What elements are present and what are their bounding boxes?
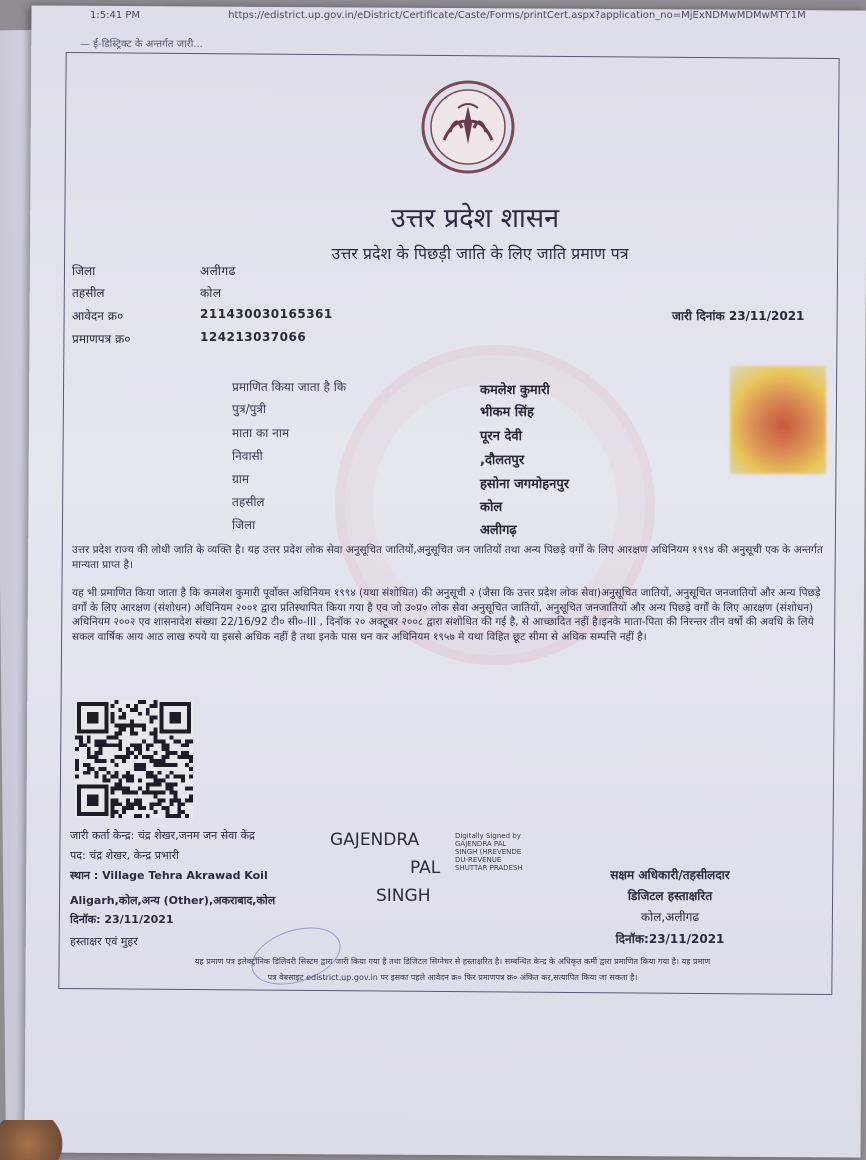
print-header [90, 10, 866, 21]
government-title: उत्तर प्रदेश शासन [390, 203, 560, 234]
field-label: ग्राम [232, 472, 250, 486]
certificate-no-row [0, 330, 400, 346]
certificate-no-value: 124213037066 [200, 330, 307, 344]
issuer-place: स्थान : Village Tehra Akrawad Koil [70, 869, 268, 882]
field-value: भीकम सिंह [480, 405, 534, 420]
tehsil-label: तहसील [72, 286, 105, 300]
field-label: पुत्र/पुत्री [232, 402, 267, 416]
print-subtext: — ई-डिस्ट्रिक्ट के अन्तर्गत जारी... [80, 39, 203, 50]
digital-signature-details [455, 832, 523, 872]
officer-location: कोल,अलीगढ [640, 910, 700, 924]
certification-paragraph: यह भी प्रमाणित किया जाता है कि कमलेश कुमारी पूर्वोक्त अधिनियम १९९४ (यथा संशोधित) की अनुसूची २ (जैसा कि उत्तर प्रदेश लोक सेवा)अनुसूचित जातियों, अनुसूचित जनजातियों और अन्य पिछड़े वर्गों के लिए आरक्षण (संशोधन) अधिनियम २००१ द्वारा प्रतिस्थापित किया गया है एव जो उ०प्र० लोक सेवा अनुसूचित जातियों, अनुसूचित जनजातियों और अन्य पिछड़े वर्गों के लिए आरक्षण (संशोधन) अधिनियम २००२ एव शासनादेश संख्या 22/16/92 टी० सी०-III , दिनॉक २० अक्टूबर २००८ द्वारा संशोधित की गई है, से आच्छादित नहीं है।इनके माता-पिता की निरन्तर तीन वर्षो की अवधि के लिये सकल वार्षिक आय आठ लाख रुपये या इससे अधिक नहीं है तथा इनके पास धन कर अधिनियम १९५७ मे यथा विहित छूट सीमा से अधिक सम्पत्ति नहीं है। [72, 587, 821, 643]
signer-name-line2: PAL [410, 858, 441, 878]
sign-seal-label: हस्ताक्षर एवं मुहर [70, 935, 138, 948]
dsig-line: SINGH (HREVENDE [455, 848, 522, 856]
field-value: अलीगढ़ [480, 523, 517, 538]
officer-title: सक्षम अधिकारी/तहसीलदार [610, 868, 730, 882]
issuer-post: पद: चंद्र शेखर, केन्द्र प्रभारी [70, 849, 179, 862]
tehsil-value: कोल [200, 286, 222, 300]
print-time: 1:5:41 PM [90, 10, 141, 21]
tehsil-row [0, 284, 400, 300]
district-value: अलीगढ [200, 264, 236, 278]
qr-code-icon [74, 700, 194, 818]
issuer-place-2: Aligarh,कोल,अन्य (Other),अकराबाद,कोल [70, 894, 276, 907]
issue-date: जारी दिनांक 23/11/2021 [672, 309, 805, 323]
signer-name-line1: GAJENDRA [330, 830, 420, 850]
field-value: कमलेश कुमारी [480, 383, 550, 398]
officer-date: दिनॉक:23/11/2021 [615, 932, 725, 946]
field-value: हसोना जगमोहनपुर [480, 477, 570, 492]
up-emblem-icon [414, 78, 522, 176]
print-url: https://edistrict.up.gov.in/eDistrict/Certificate/Caste/Forms/printCert.aspx?application_no=MjExNDMwMDMwMTY1M [228, 10, 806, 21]
caste-paragraph: उत्तर प्रदेश राज्य की लोधी जाति के व्यक्ति है। यह उत्तर प्रदेश लोक सेवा अनुसूचित जातियों,अनुसूचित जन जातियों तथा अन्य पिछड़े वर्गों के लिए आरक्षण अधिनियम १९९४ की अनुसूची एक के अन्तर्गत मान्यता प्राप्त है। [72, 544, 823, 571]
field-value: पूरन देवी [480, 429, 522, 444]
field-label: प्रमाणित किया जाता है कि [232, 380, 347, 394]
field-label: माता का नाम [232, 426, 290, 440]
dsig-line: SHUTTAR PRADESH [455, 864, 523, 872]
certificate-title: उत्तर प्रदेश के पिछड़ी जाति के लिए जाति प्रमाण पत्र [331, 244, 629, 263]
officer-digital: डिजिटल हस्ताक्षरित [627, 889, 713, 903]
applicant-photo [730, 366, 826, 474]
application-row [0, 307, 400, 323]
district-label: जिला [72, 264, 96, 278]
application-no-label: आवेदन क्र० [72, 309, 124, 323]
thumb [0, 1120, 70, 1160]
dsig-line: GAJENDRA PAL [455, 840, 507, 848]
certificate-no-label: प्रमाणपत्र क्र० [72, 332, 131, 346]
field-label: निवासी [232, 449, 263, 463]
field-value: ,दौलतपुर [480, 453, 525, 468]
signer-name-line3: SINGH [376, 886, 431, 906]
field-label: जिला [232, 518, 256, 532]
footer-line-1: यह प्रमाण पत्र इलेक्ट्रॉनिक डिलिवरी सिस्टम द्वारा जारी किया गया है तथा डिजिटल सिग्नेचर से हस्ताक्षरित है। सम्बन्धित केन्द्र के अधिकृत कर्मी द्वारा प्रमाणित किया गया है। यह प्रमाण [194, 957, 711, 966]
dsig-line: DU-REVENUE [455, 856, 502, 864]
issuer-date: दिनॉक: 23/11/2021 [70, 913, 174, 926]
field-value: कोल [480, 500, 503, 515]
field-label: तहसील [232, 495, 265, 509]
application-no-value: 211430030165361 [200, 307, 333, 321]
issuer-center: जारी कर्ता केन्द्र: चंद्र शेखर,जनम जन सेवा केंद्र [70, 829, 255, 842]
dsig-line: Digitally Signed by [455, 832, 521, 840]
footer-line-2: पत्र वेबसाइट edistrict.up.gov.in पर इसका पहले आवेदन क्र० फिर प्रमाणपत्र क्र० अंकित कर,सत्यापित किया जा सकता है। [267, 973, 638, 982]
district-row [0, 262, 400, 278]
